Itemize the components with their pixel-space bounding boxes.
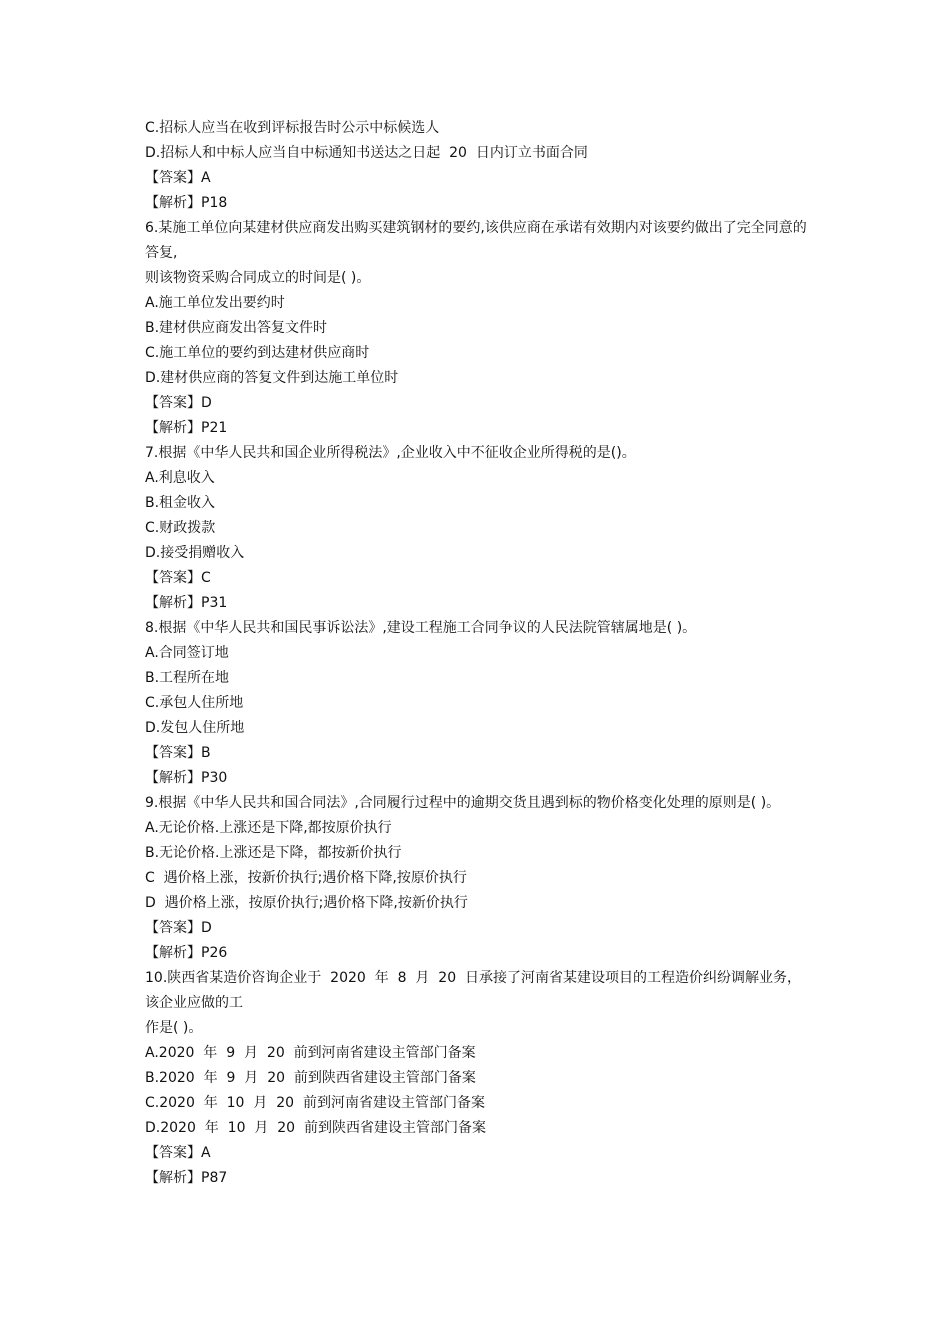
option-line: D 遇价格上涨，按原价执行;遇价格下降,按新价执行 — [145, 895, 468, 911]
analysis-line: 【解析】P18 — [145, 195, 228, 211]
option-line: D.2020 年 10 月 20 前到陕西省建设主管部门备案 — [145, 1120, 486, 1136]
option-line: D.建材供应商的答复文件到达施工单位时 — [145, 370, 399, 386]
option-line: C.财政拨款 — [145, 520, 216, 536]
option-line: A.利息收入 — [145, 470, 215, 486]
option-line: C 遇价格上涨，按新价执行;遇价格下降,按原价执行 — [145, 870, 467, 886]
option-line: A.无论价格.上涨还是下降,都按原价执行 — [145, 820, 392, 836]
option-line: B.无论价格.上涨还是下降，都按新价执行 — [145, 845, 402, 861]
option-line: A.施工单位发出要约时 — [145, 295, 285, 311]
answer-line: 【答案】C — [145, 570, 211, 586]
analysis-line: 【解析】P26 — [145, 945, 228, 961]
option-line: D.接受捐赠收入 — [145, 545, 245, 561]
option-line: C.承包人住所地 — [145, 695, 244, 711]
question-9-stem: 9.根据《中华人民共和国合同法》,合同履行过程中的逾期交货且遇到标的物价格变化处理的原则是( )。 — [145, 795, 781, 811]
question-10-stem: 10.陕西省某造价咨询企业于 2020 年 8 月 20 日承接了河南省某建设项目的工程造价纠纷调解业务，该企业应做的工 — [145, 970, 802, 1011]
option-line: B.建材供应商发出答复文件时 — [145, 320, 328, 336]
answer-line: 【答案】D — [145, 395, 212, 411]
question-6-stem: 6.某施工单位向某建材供应商发出购买建筑钢材的要约,该供应商在承诺有效期内对该要约做出了完全同意的答复, — [145, 220, 807, 261]
option-line: B.2020 年 9 月 20 前到陕西省建设主管部门备案 — [145, 1070, 476, 1086]
analysis-line: 【解析】P31 — [145, 595, 228, 611]
document-body — [145, 116, 810, 1191]
option-line: B.租金收入 — [145, 495, 216, 511]
option-line: A.2020 年 9 月 20 前到河南省建设主管部门备案 — [145, 1045, 476, 1061]
question-8-stem: 8.根据《中华人民共和国民事诉讼法》,建设工程施工合同争议的人民法院管辖属地是( )。 — [145, 620, 697, 636]
option-line: A.合同签订地 — [145, 645, 229, 661]
analysis-line: 【解析】P30 — [145, 770, 228, 786]
option-line: D.招标人和中标人应当自中标通知书送达之日起 20 日内订立书面合同 — [145, 145, 588, 161]
question-6-stem-cont: 则该物资采购合同成立的时间是( )。 — [145, 270, 371, 286]
option-line: C.施工单位的要约到达建材供应商时 — [145, 345, 370, 361]
answer-line: 【答案】A — [145, 1145, 211, 1161]
answer-line: 【答案】D — [145, 920, 212, 936]
option-line: B.工程所在地 — [145, 670, 230, 686]
option-line: C.招标人应当在收到评标报告时公示中标候选人 — [145, 120, 440, 136]
analysis-line: 【解析】P87 — [145, 1170, 228, 1186]
question-7-stem: 7.根据《中华人民共和国企业所得税法》,企业收入中不征收企业所得税的是()。 — [145, 445, 636, 461]
option-line: D.发包人住所地 — [145, 720, 245, 736]
analysis-line: 【解析】P21 — [145, 420, 228, 436]
question-10-stem-cont: 作是( )。 — [145, 1020, 203, 1036]
answer-line: 【答案】B — [145, 745, 211, 761]
answer-line: 【答案】A — [145, 170, 211, 186]
option-line: C.2020 年 10 月 20 前到河南省建设主管部门备案 — [145, 1095, 485, 1111]
